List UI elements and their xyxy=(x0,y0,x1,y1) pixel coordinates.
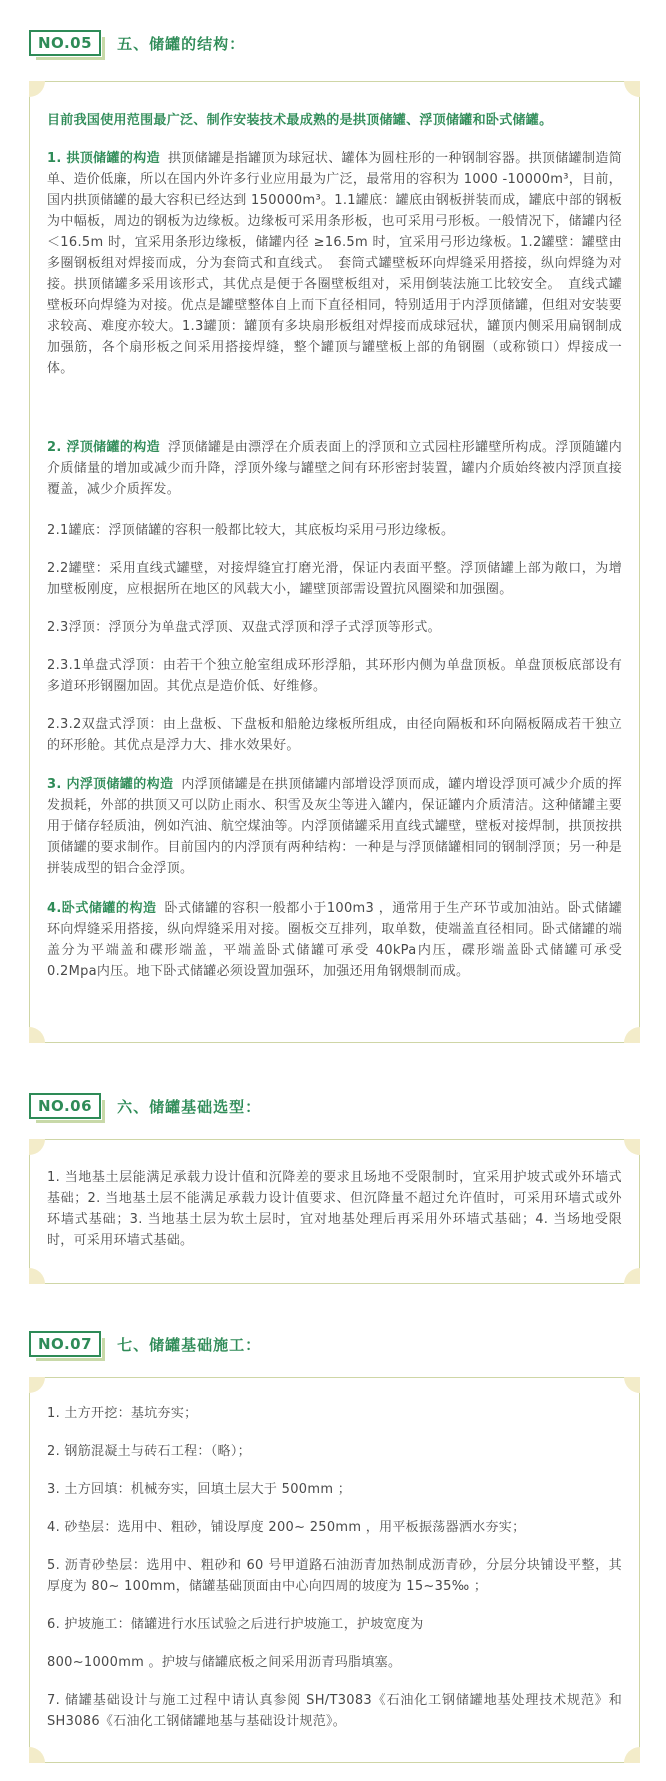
paragraph-body: 卧式储罐的容积一般都小于100m3 ，通常用于生产环节或加油站。卧式储罐环向焊缝采用搭接，纵向焊缝采用对接。圈板交互排列，取单数，使端盖直径相同。卧式储罐的端盖分为平端盖和碟形端盖，平端盖卧式储罐可承受 40kPa内压，碟形端盖卧式储罐可承受 0.2Mpa内压。地下卧式储罐必须设置加强环，加强还用角钢煨制而成。 xyxy=(47,901,622,979)
paragraph-2-3-1: 2.3.1单盘式浮顶：由若干个独立舱室组成环形浮船，其环形内侧为单盘顶板。单盘顶板底部设有多道环形钢圈加固。其优点是造价低、好维修。 xyxy=(47,658,622,694)
construction-step: 4. 砂垫层：选用中、粗砂，铺设厚度 200~ 250mm ，用平板振荡器洒水夯实； xyxy=(47,1520,526,1535)
corner-decoration xyxy=(624,1027,640,1043)
section-05-intro: 目前我国使用范围最广泛、制作安装技术最成熟的是拱顶储罐、浮顶储罐和卧式储罐。 xyxy=(47,113,553,128)
corner-decoration xyxy=(29,1268,45,1284)
corner-decoration xyxy=(624,1139,640,1155)
corner-decoration xyxy=(624,81,640,97)
section-06-header xyxy=(29,1093,261,1119)
corner-decoration xyxy=(624,1377,640,1393)
paragraph-dome-tank xyxy=(47,148,622,379)
section-05-title: 五、储罐的结构： xyxy=(117,34,246,53)
section-05-header xyxy=(29,30,245,56)
corner-decoration xyxy=(29,81,45,97)
paragraph-floating-roof-tank xyxy=(47,437,622,500)
paragraph-lead: 3. 内浮顶储罐的构造 xyxy=(47,777,174,792)
construction-step: 6. 护坡施工：储罐进行水压试验之后进行护坡施工，护坡宽度为 xyxy=(47,1617,424,1632)
section-05-box xyxy=(29,81,640,1043)
paragraph-body: 拱顶储罐是指罐顶为球冠状、罐体为圆柱形的一种钢制容器。拱顶储罐制造简单、造价低廉，所以在国内外许多行业应用最为广泛，最常用的容积为 1000 -10000m³，目前，国内拱顶储罐的最大容积已经达到 150000m³。1.1罐底：罐底由钢板拼装而成，罐底中部的钢板为中幅板，周边的钢板为边缘板。边缘板可采用条形板，也可采用弓形板。一般情况下，储罐内径＜16.5m 时，宜采用条形边缘板，储罐内径 ≥16.5m 时，宜采用弓形边缘板。1.2罐壁：罐壁由多圈钢板组对焊接而成，分为套筒式和直线式。 套筒式罐壁板环向焊缝采用搭接，纵向焊缝为对接。拱顶储罐多采用该形式，其优点是便于各圈壁板组对，采用倒装法施工比较安全。 直线式罐壁板环向焊缝为对接。优点是罐壁整体自上而下直径相同，特别适用于内浮顶储罐，但组对安装要求较高、难度亦较大。1.3罐顶：罐顶有多块扇形板组对焊接而成球冠状，罐顶内侧采用扁钢制成加强筋，各个扇形板之间采用搭接焊缝，整个罐顶与罐壁板上部的角钢圈（或称锁口）焊接成一体。 xyxy=(47,151,623,376)
paragraph-body: 浮顶储罐是由漂浮在介质表面上的浮顶和立式园柱形罐壁所构成。浮顶随罐内介质储量的增加或减少而升降，浮顶外缘与罐壁之间有环形密封装置，罐内介质始终被内浮顶直接覆盖，减少介质挥发。 xyxy=(47,440,623,497)
corner-decoration xyxy=(29,1027,45,1043)
paragraph-2-3-2: 2.3.2双盘式浮顶：由上盘板、下盘板和船舱边缘板所组成，由径向隔板和环向隔板隔成若干独立的环形舱。其优点是浮力大、排水效果好。 xyxy=(47,717,622,753)
construction-step: 5. 沥青砂垫层：选用中、粗砂和 60 号甲道路石油沥青加热制成沥青砂，分层分块铺设平整，其厚度为 80~ 100mm，储罐基础顶面由中心向四周的坡度为 15~35‰ ； xyxy=(47,1558,622,1594)
paragraph-2-1: 2.1罐底：浮顶储罐的容积一般都比较大，其底板均采用弓形边缘板。 xyxy=(47,523,455,538)
paragraph-2-2: 2.2罐壁：采用直线式罐壁，对接焊缝宜打磨光滑，保证内表面平整。浮顶储罐上部为敞口，为增加壁板刚度，应根据所在地区的风载大小，罐壁顶部需设置抗风圈梁和加强圈。 xyxy=(47,561,622,597)
paragraph-lead: 1. 拱顶储罐的构造 xyxy=(47,151,160,166)
construction-step: 800~1000mm 。护坡与储罐底板之间采用沥青玛脂填塞。 xyxy=(47,1655,402,1670)
section-06-tag: NO.06 xyxy=(29,1093,101,1119)
construction-step: 1. 土方开挖：基坑夯实； xyxy=(47,1406,198,1421)
construction-step: 3. 土方回填：机械夯实，回填土层大于 500mm ； xyxy=(47,1482,352,1497)
construction-step: 7. 储罐基础设计与施工过程中请认真参阅 SH/T3083《石油化工钢储罐地基处理技术规范》和 SH3086《石油化工钢储罐地基与基础设计规范》。 xyxy=(47,1693,622,1729)
paragraph-horizontal-tank xyxy=(47,898,622,982)
section-07-title: 七、储罐基础施工： xyxy=(117,1335,262,1354)
section-07-box xyxy=(29,1377,640,1763)
paragraph-lead: 2. 浮顶储罐的构造 xyxy=(47,440,160,455)
paragraph-lead: 4.卧式储罐的构造 xyxy=(47,901,157,916)
foundation-types-text: 1. 当地基土层能满足承载力设计值和沉降差的要求且场地不受限制时，宜采用护坡式或外环墙式基础；2. 当地基土层不能满足承载力设计值要求、但沉降量不超过允许值时，可采用环墙式或外环墙式基础；3. 当地基土层为软土层时，宜对地基处理后再采用外环墙式基础；4. 当场地受限时，可采用环墙式基础。 xyxy=(47,1170,622,1248)
corner-decoration xyxy=(624,1747,640,1763)
paragraph-internal-floating-tank xyxy=(47,774,622,879)
paragraph-2-3: 2.3浮顶：浮顶分为单盘式浮顶、双盘式浮顶和浮子式浮顶等形式。 xyxy=(47,620,441,635)
corner-decoration xyxy=(29,1377,45,1393)
paragraph-body: 内浮顶储罐是在拱顶储罐内部增设浮顶而成，罐内增设浮顶可减少介质的挥发损耗，外部的拱顶又可以防止雨水、积雪及灰尘等进入罐内，保证罐内介质清洁。这种储罐主要用于储存轻质油，例如汽油、航空煤油等。内浮顶储罐采用直线式罐壁，壁板对接焊制，拱顶按拱顶储罐的要求制作。目前国内的内浮顶有两种结构：一种是与浮顶储罐相同的钢制浮顶；另一种是拼装成型的铝合金浮顶。 xyxy=(47,777,622,876)
corner-decoration xyxy=(624,1268,640,1284)
corner-decoration xyxy=(29,1139,45,1155)
section-06-box xyxy=(29,1139,640,1284)
section-07-tag: NO.07 xyxy=(29,1331,101,1357)
section-07-header xyxy=(29,1331,261,1357)
corner-decoration xyxy=(29,1747,45,1763)
construction-step: 2. 钢筋混凝土与砖石工程：（略）； xyxy=(47,1444,251,1459)
section-06-title: 六、储罐基础选型： xyxy=(117,1097,262,1116)
section-05-tag: NO.05 xyxy=(29,30,101,56)
